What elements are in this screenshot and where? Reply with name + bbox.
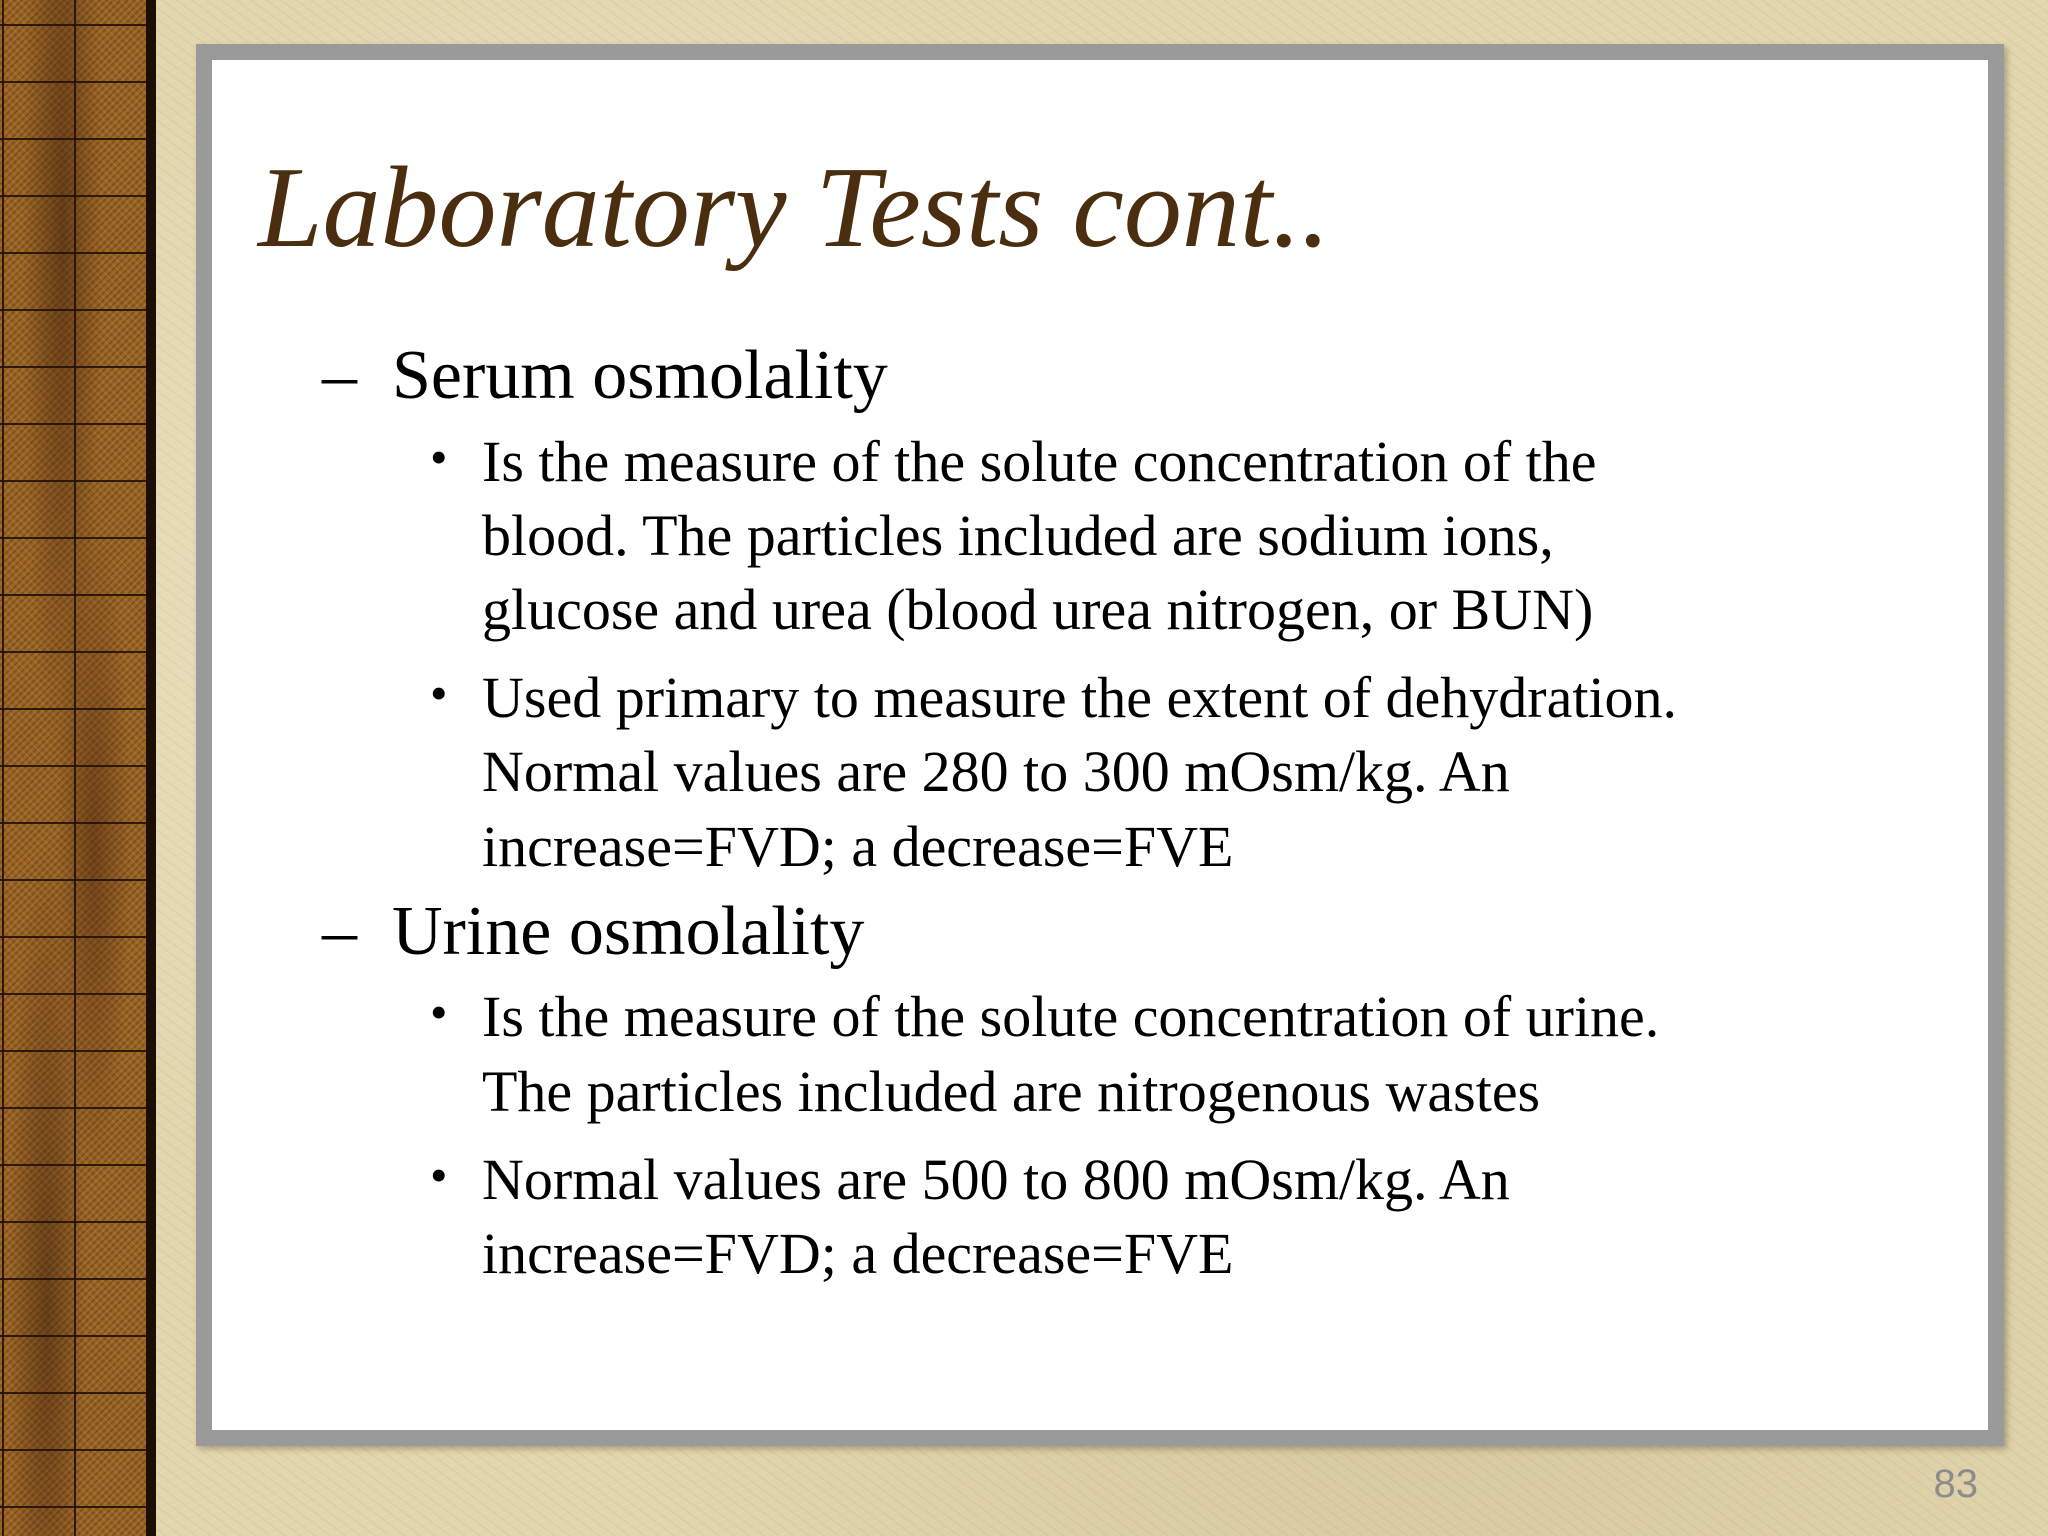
section-heading-serum-osmolality (322, 336, 1922, 417)
slide-body (322, 336, 1922, 1291)
bullet-item (322, 661, 1922, 884)
bullet-marker: • (430, 984, 448, 1041)
decorative-side-strip (0, 0, 156, 1536)
bullet-line: glucose and urea (blood urea nitrogen, or BUN) (482, 576, 1594, 642)
bullet-line: Used primary to measure the extent of dehydration. (482, 665, 1678, 731)
section-heading-urine-osmolality (322, 892, 1922, 973)
bullet-line: increase=FVD; a decrease=FVE (482, 813, 1234, 879)
bullet-line: Is the measure of the solute concentration of the (482, 428, 1597, 494)
strip-edge (146, 0, 156, 1536)
bullet-marker: • (430, 1146, 448, 1203)
strip-grid-pattern (0, 0, 156, 1536)
dash-marker: – (322, 337, 357, 414)
bullet-item (322, 980, 1922, 1128)
page-number: 83 (1933, 1462, 1978, 1506)
bullet-marker: • (430, 665, 448, 722)
section-heading-text: Serum osmolality (392, 337, 888, 414)
bullet-line: Normal values are 280 to 300 mOsm/kg. An (482, 739, 1510, 805)
section-heading-text: Urine osmolality (392, 892, 865, 970)
bullet-item (322, 425, 1922, 648)
bullet-marker: • (430, 428, 448, 485)
dash-marker: – (322, 892, 357, 970)
bullet-item (322, 1143, 1922, 1291)
bullet-line: blood. The particles included are sodium ions, (482, 502, 1554, 568)
bullet-line: The particles included are nitrogenous wastes (482, 1058, 1541, 1124)
slide-title: Laboratory Tests cont.. (258, 144, 1331, 272)
bullet-line: increase=FVD; a decrease=FVE (482, 1221, 1234, 1287)
bullet-line: Is the measure of the solute concentration of urine. (482, 984, 1660, 1050)
bullet-line: Normal values are 500 to 800 mOsm/kg. An (482, 1146, 1510, 1212)
